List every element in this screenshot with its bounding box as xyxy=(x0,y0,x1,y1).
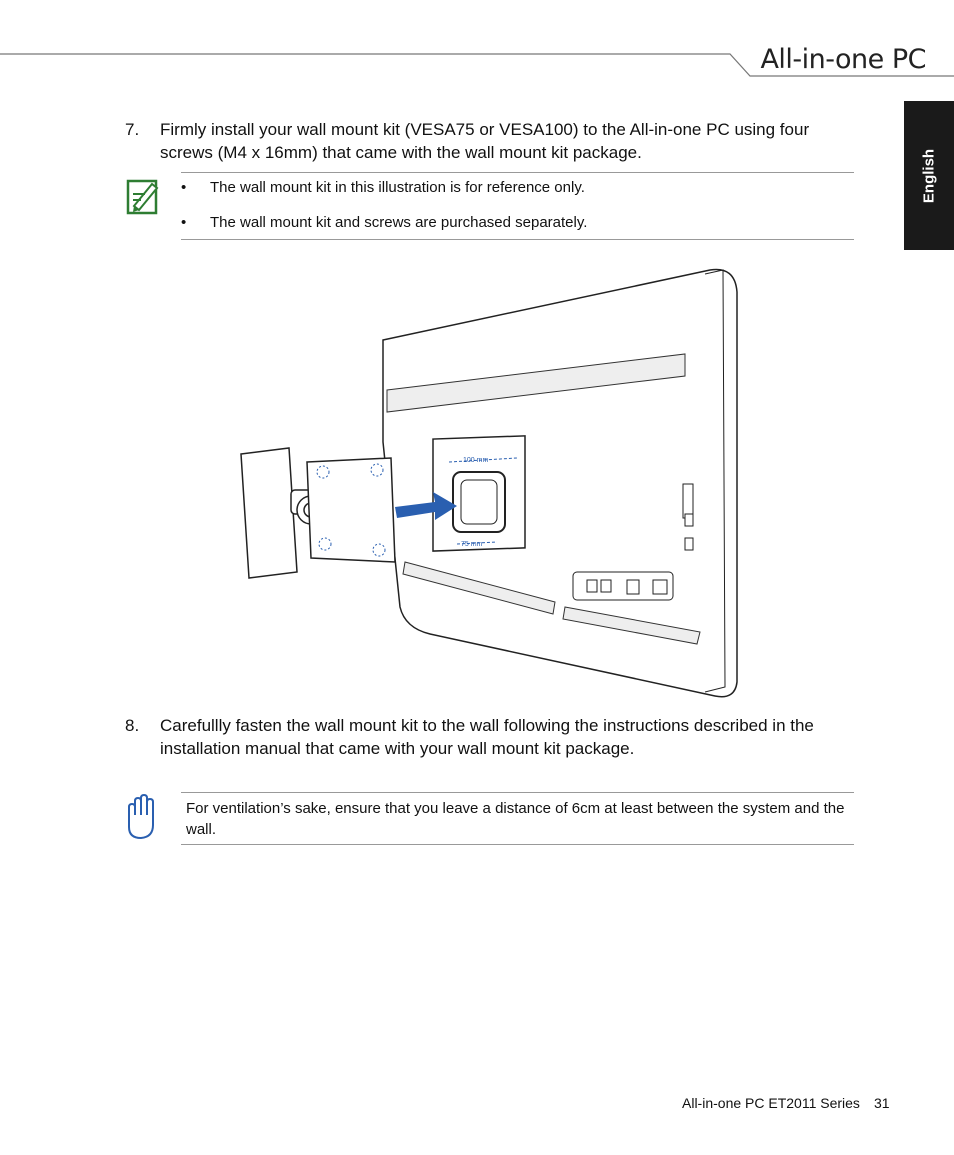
mount-bracket xyxy=(307,458,395,562)
wall-mount-illustration xyxy=(235,262,745,702)
page-number: 31 xyxy=(874,1095,890,1111)
note-pencil-icon xyxy=(125,176,161,216)
note-box-ventilation xyxy=(181,792,854,845)
step-text: Carefullly fasten the wall mount kit to the wall following the instructions described in the installation manual that came with your wall mount kit package. xyxy=(160,716,814,758)
language-tab-label: English xyxy=(920,148,938,203)
vesa-mount-plate xyxy=(433,436,525,551)
step-number: 7. xyxy=(125,120,140,139)
footer-series: All-in-one PC ET2011 Series xyxy=(682,1095,860,1111)
hand-caution-icon xyxy=(123,793,159,841)
label-75mm: 75 mm xyxy=(461,541,483,548)
ventilation-note-text: For ventilation’s sake, ensure that you leave a distance of 6cm at least between the system and the wall. xyxy=(186,800,845,838)
step-number: 8. xyxy=(125,716,140,735)
brand-title: All-in-one PC xyxy=(760,44,926,75)
language-tab xyxy=(904,101,954,250)
step-text: Firmly install your wall mount kit (VESA75 or VESA100) to the All-in-one PC using four screws (M4 x 16mm) that came with the wall mount kit package. xyxy=(160,120,810,162)
wall-plate xyxy=(241,448,297,578)
label-100mm: 100 mm xyxy=(463,457,489,464)
note-box-reference: • The wall mount kit in this illustration is for reference only. • The wall mount kit and screws are purchased separately. xyxy=(181,172,854,240)
